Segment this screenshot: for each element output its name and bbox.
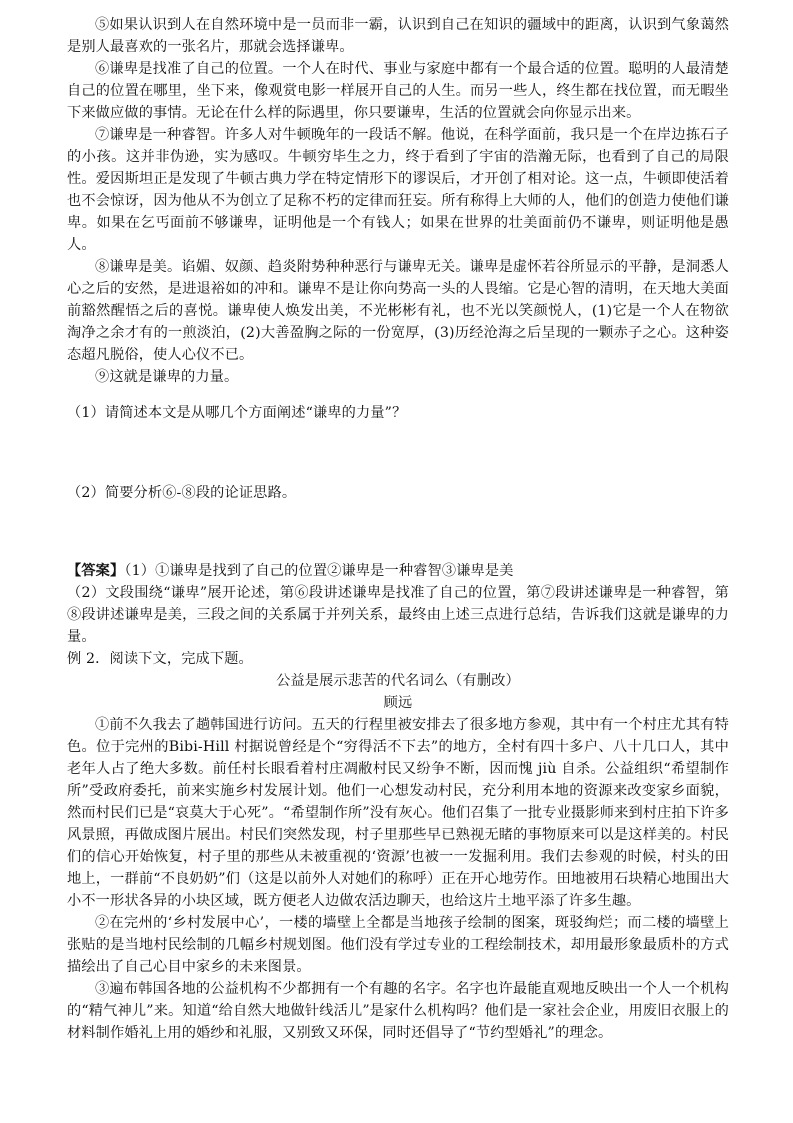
article-paragraph-2: ②在完州的‘乡村发展中心’，一楼的墙壁上全都是当地孩子绘制的图案，斑驳绚烂；而二楼的墙壁上张贴的是当地村民绘制的几幅乡村规划图。他们没有学过专业的工程绘制技术，却用最形象最质朴的方式描绘出了自己心目中家乡的未来图景。 <box>67 915 729 975</box>
answer-line-1 <box>67 560 729 582</box>
paragraph-6: ⑥谦卑是找准了自己的位置。一个人在时代、事业与家庭中都有一个最合适的位置。聪明的人最清楚自己的位置在哪里，坐下来，像观赏电影一样展开自己的人生。而另一些人，终生都在找位置，而无暇坐下来做应做的事情。无论在什么样的际遇里，你只要谦卑，生活的位置就会向你显示出来。 <box>67 61 729 121</box>
paragraph-5: ⑤如果认识到人在自然环境中是一员而非一霸，认识到自己在知识的疆域中的距离，认识到气象蔼然是别人最喜欢的一张名片，那就会选择谦卑。 <box>67 17 729 55</box>
article-paragraph-3: ③遍布韩国各地的公益机构不少都拥有一个有趣的名字。名字也许最能直观地反映出一个人一个机构的“精气神儿”来。知道“给自然大地做针线活儿”是家什么机构吗？他们是一家社会企业，用废旧衣服上的材料制作婚礼上用的婚纱和礼服，又别致又环保，同时还倡导了“节约型婚礼”的理念。 <box>67 981 729 1041</box>
answer-space-2 <box>67 504 729 560</box>
article-title: 公益是展示悲苦的代名词么（有删改） <box>276 673 520 689</box>
answer-line-2: （2）文段围绕“谦卑”展开论述，第⑥段讲述谦卑是找准了自己的位置，第⑦段讲述谦卑是一种睿智，第⑧段讲述谦卑是美，三段之间的关系属于并列关系，最终由上述三点进行总结，告诉我们这就是谦卑的力量。 <box>67 585 729 645</box>
paragraph-7: ⑦谦卑是一种睿智。许多人对牛顿晚年的一段话不解。他说，在科学面前，我只是一个在岸边拣石子的小孩。这并非伪逊，实为感叹。牛顿穷毕生之力，终于看到了宇宙的浩瀚无际，也看到了自己的局限性。爱因斯坦正是发现了牛顿古典力学在特定情形下的谬误后，才开创了相对论。这一点，牛顿即使活着也不会惊讶，因为他从不为创立了足称不朽的定律而狂妄。所有称得上大师的人，他们的创造力使他们谦卑。如果在乞丐面前不够谦卑，证明他是一个有钱人；如果在世界的壮美面前仍不谦卑，则证明他是愚人。 <box>67 127 729 253</box>
answer-text-1: （1）①谦卑是找到了自己的位置②谦卑是一种睿智③谦卑是美 <box>124 563 514 579</box>
question-2: （2）简要分析⑥-⑧段的论证思路。 <box>67 485 297 501</box>
paragraph-9: ⑨这就是谦卑的力量。 <box>95 369 239 385</box>
example-intro: 例 2．阅读下文，完成下题。 <box>67 651 253 667</box>
answer-space-1 <box>67 424 729 482</box>
question-1: （1）请简述本文是从哪几个方面阐述“谦卑的力量”？ <box>67 405 407 421</box>
document-page <box>67 14 729 1044</box>
spacer <box>67 388 729 402</box>
article-author: 顾远 <box>383 695 413 711</box>
paragraph-8: ⑧谦卑是美。谄媚、奴颜、趋炎附势种种恶行与谦卑无关。谦卑是虚怀若谷所显示的平静，是洞悉人心之后的安然，是进退裕如的冲和。谦卑不是让你向势高一头的人畏缩。它是心智的清明，在天地大美面前豁然醒悟之后的喜悦。谦卑使人焕发出美，不光彬彬有礼，也不光以笑颜悦人，(1)它是一个人在物欲淘净之余才有的一煎淡泊，(2)大善盈胸之际的一份宽厚，(3)历经沧海之后呈现的一颗赤子之心。这种姿态超凡脱俗，使人心仪不已。 <box>67 259 729 363</box>
answer-label: 【答案】 <box>67 563 125 579</box>
article-paragraph-1: ①前不久我去了趟韩国进行访问。五天的行程里被安排去了很多地方参观，其中有一个村庄尤其有特色。位于完州的Bibi-Hill 村据说曾经是个“穷得活不下去”的地方，全村有四十多户、八十几口人，其中老年人占了绝大多数。前任村长眼看着村庄凋敝村民又纷争不断，因而愧 jiù 自杀。公益组织“希望制作所”受政府委托，前来实施乡村发展计划。他们一心想发动村民，充分利用本地的资源来改变家乡面貌，然而村民们已是“哀莫大于心死”。“希望制作所”没有灰心。他们召集了一批专业摄影师来到村庄拍下许多风景照，再做成图片展出。村民们突然发现，村子里那些早已熟视无睹的事物原来可以是这样美的。村民们的信心开始恢复，村子里的那些从未被重视的‘资源’也被一一发掘利用。我们去参观的时候，村头的田地上，一群前“不良奶奶”们（这是以前外人对她们的称呼）正在开心地劳作。田地被用石块精心地围出大小不一形状各异的小块区域，既方便老人边做农活边聊天，也给这片土地平添了许多生趣。 <box>67 717 729 909</box>
